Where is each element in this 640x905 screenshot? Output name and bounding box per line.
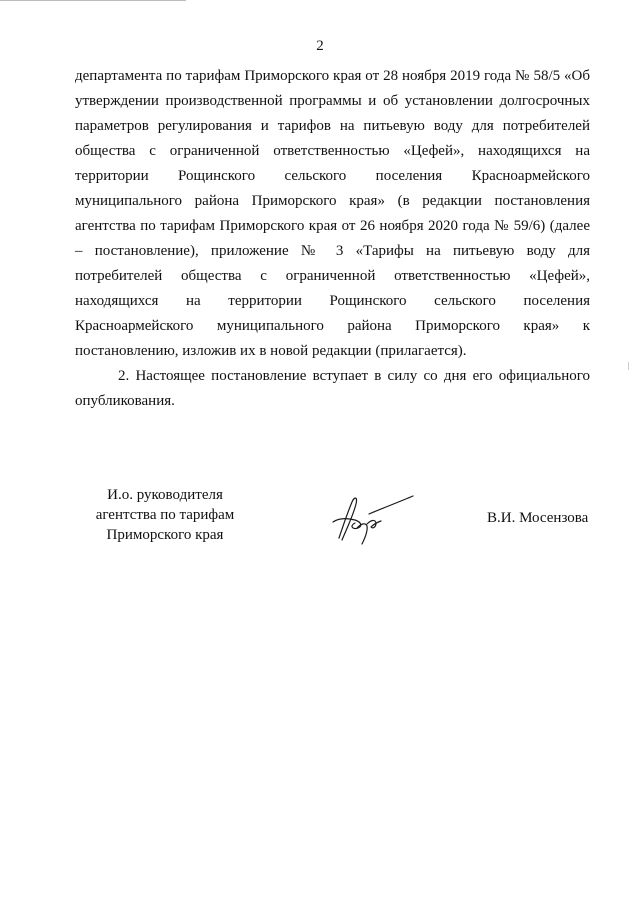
margin-mark [628,362,629,370]
signatory-position [60,485,270,545]
position-line: Приморского края [106,527,224,543]
document-body [75,64,590,414]
page-number: 2 [316,38,324,54]
position-line: И.о. руководителя [107,487,223,503]
top-rule [0,0,186,1]
handwritten-signature [325,488,425,546]
signer-name: В.И. Мосензова [487,510,589,526]
paragraph-continuation: департамента по тарифам Приморского края от 28 ноября 2019 года № 58/5 «Об утверждении производственной программы и об установлении долгосрочных параметров регулирования и тарифов на питьевую воду для потребителей общества с ограниченной ответственностью «Цефей», находящихся на территории Рощинского сельского поселения Красноармейского муниципального района Приморского края» (в редакции постановления агентства по тарифам Приморского края от 26 ноября 2020 года № 59/6) (далее – постановление), приложение № 3 «Тарифы на питьевую воду для потребителей общества с ограниченной ответственностью «Цефей», находящихся на территории Рощинского сельского поселения Красноармейского муниципального района Приморского края» к постановлению, изложив их в новой редакции (прилагается). [75,68,590,359]
paragraph-effective-date: 2. Настоящее постановление вступает в силу со дня его официального опубликования. [75,368,590,409]
position-line: агентства по тарифам [95,507,235,523]
